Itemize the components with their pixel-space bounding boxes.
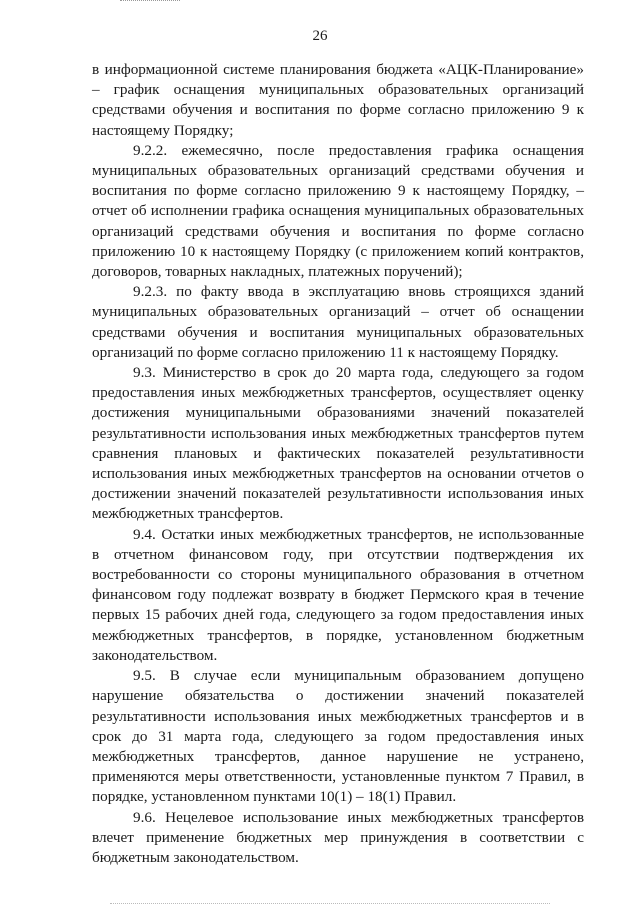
page-number: 26 xyxy=(312,28,328,44)
paragraph-9-2-2: 9.2.2. ежемесячно, после предоставления графика оснащения муниципальных образовательных организаций средствами обучения и воспитания по форме согласно приложению 9 к настоящему Порядку, – отчет об исполнении графика оснащения муниципальных образовательных организаций средствами обучения и воспитания по форме согласно приложению 10 к настоящему Порядку (с приложением копий контрактов, договоров, товарных накладных, платежных поручений); xyxy=(92,141,584,281)
document-body xyxy=(92,60,584,868)
scan-artifact-top xyxy=(120,0,180,3)
paragraph-continuation: в информационной системе планирования бюджета «АЦК-Планирование» – график оснащения муниципальных образовательных организаций средствами обучения и воспитания по форме согласно приложению 9 к настоящему Порядку; xyxy=(92,61,584,139)
paragraph-9-5: 9.5. В случае если муниципальным образованием допущено нарушение обязательства о достижении значений показателей результативности использования иных межбюджетных трансфертов и в срок до 31 марта года, следующего за годом предоставления иных межбюджетных трансфертов, данное нарушение не устранено, применяются меры ответственности, установленные пунктом 7 Правил, в порядке, установленном пунктами 10(1) – 18(1) Правил. xyxy=(92,667,584,806)
paragraph-9-3: 9.3. Министерство в срок до 20 марта года, следующего за годом предоставления иных межбюджетных трансфертов, осуществляет оценку достижения муниципальными образованиями значений показателей результативности использования иных межбюджетных трансфертов путем сравнения плановых и фактических показателей результативности использования иных межбюджетных трансфертов на основании отчетов о достижении значений показателей результативности использования иных межбюджетных трансфертов. xyxy=(92,364,584,523)
paragraph-9-4: 9.4. Остатки иных межбюджетных трансфертов, не использованные в отчетном финансовом году, при отсутствии подтверждения их востребованности со стороны муниципального образования в отчетном финансовом году подлежат возврату в бюджет Пермского края в течение первых 15 рабочих дней года, следующего за годом предоставления иных межбюджетных трансфертов, в порядке, установленном бюджетным законодательством. xyxy=(92,525,584,664)
paragraph-9-6: 9.6. Нецелевое использование иных межбюджетных трансфертов влечет применение бюджетных мер принуждения в соответствии с бюджетным законодательством. xyxy=(92,808,584,866)
paragraph-9-2-3: 9.2.3. по факту ввода в эксплуатацию вновь строящихся зданий муниципальных образовательных организаций – отчет об оснащении средствами обучения и воспитания муниципальных образовательных организаций по форме согласно приложению 11 к настоящему Порядку. xyxy=(92,283,584,361)
